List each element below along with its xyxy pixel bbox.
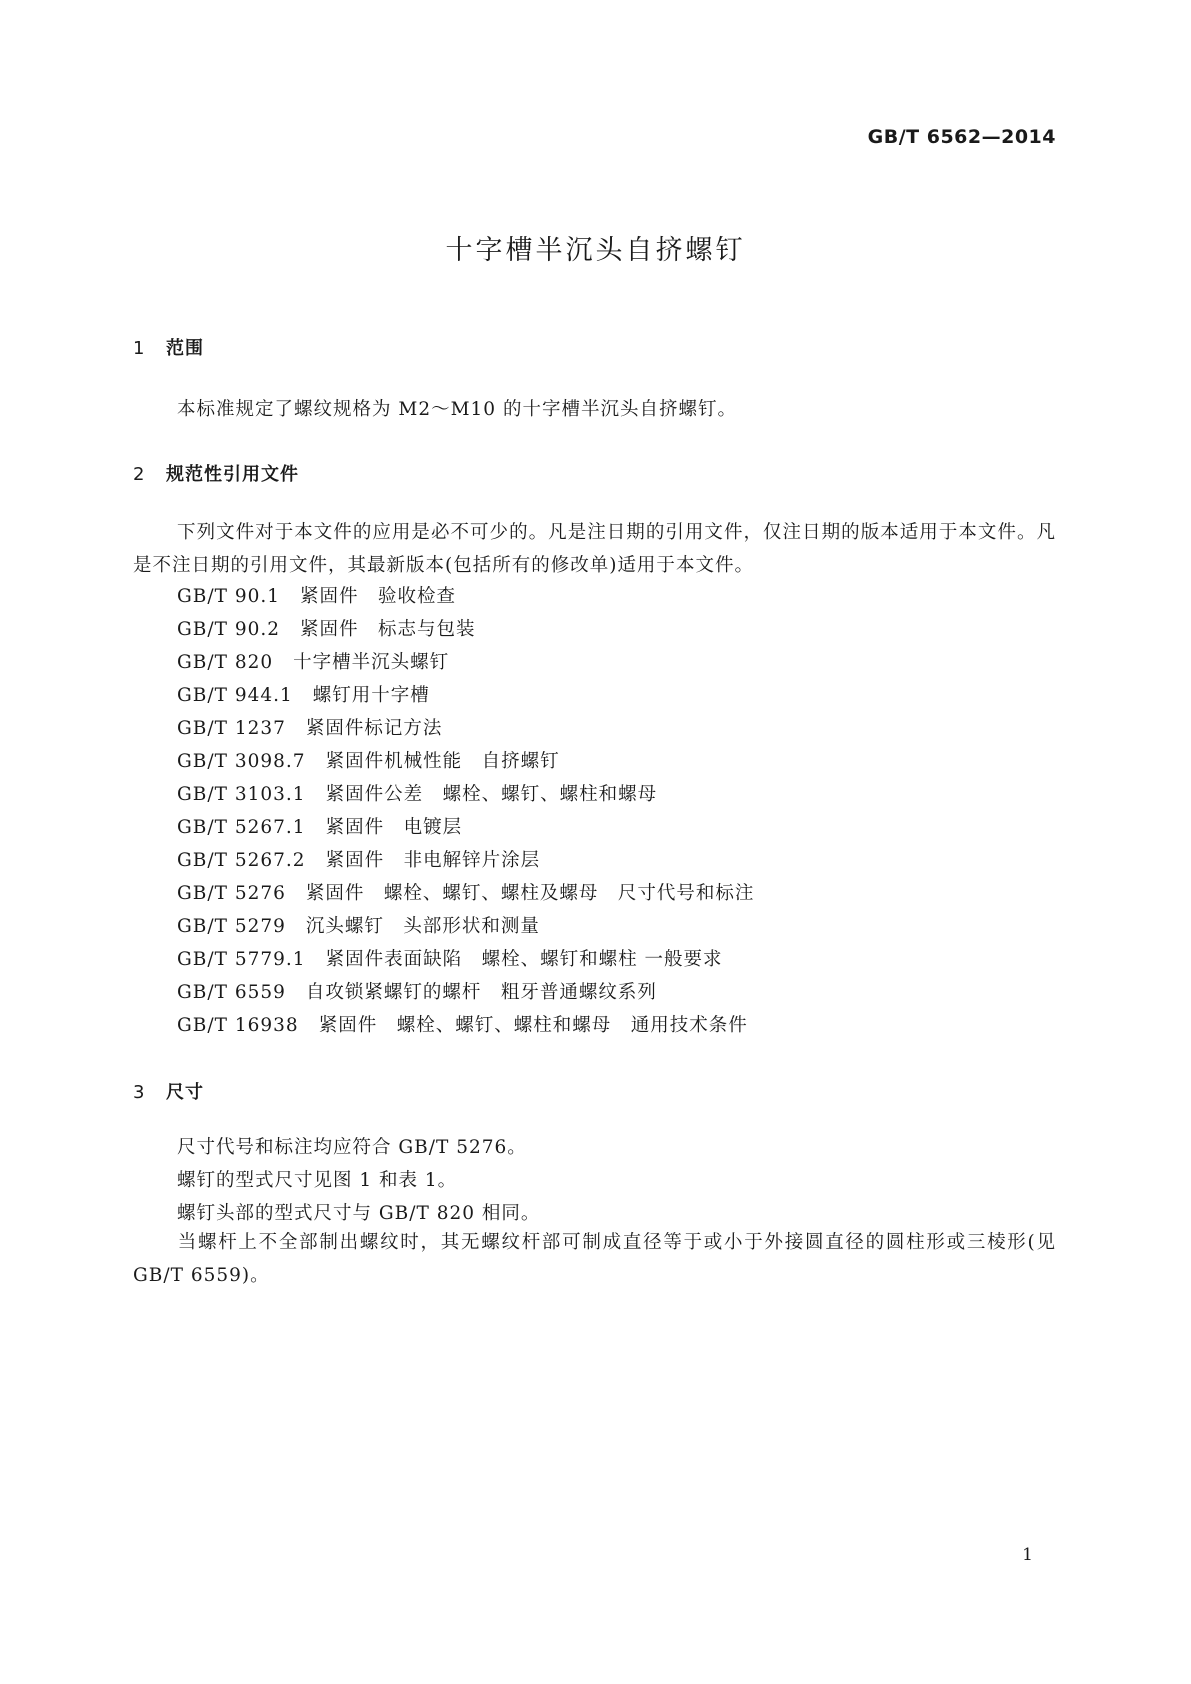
reference-title: 紧固件公差 螺栓、螺钉、螺柱和螺母 — [325, 784, 658, 805]
section-2-heading — [133, 460, 299, 486]
reference-code: GB/T 5279 — [177, 916, 286, 937]
reference-title: 紧固件表面缺陷 螺栓、螺钉和螺柱 一般要求 — [325, 949, 723, 970]
reference-code: GB/T 820 — [177, 652, 274, 673]
scope-paragraph — [133, 393, 1056, 426]
list-item — [177, 712, 754, 745]
normative-intro-text: 下列文件对于本文件的应用是必不可少的。凡是注日期的引用文件，仅注日期的版本适用于本文件。凡是不注日期的引用文件，其最新版本(包括所有的修改单)适用于本文件。 — [133, 522, 1056, 576]
standard-code: GB/T 6562—2014 — [867, 126, 1056, 148]
reference-code: GB/T 90.1 — [177, 586, 281, 607]
reference-code: GB/T 16938 — [177, 1015, 299, 1036]
section-title: 规范性引用文件 — [166, 464, 299, 485]
section-number: 2 — [133, 464, 146, 485]
document-title: 十字槽半沉头自挤螺钉 — [445, 235, 746, 266]
list-item — [177, 613, 754, 646]
section-title: 尺寸 — [166, 1082, 204, 1103]
list-item — [177, 844, 754, 877]
list-item — [177, 910, 754, 943]
reference-code: GB/T 944.1 — [177, 685, 293, 706]
reference-title: 紧固件 螺栓、螺钉、螺柱及螺母 尺寸代号和标注 — [305, 883, 755, 904]
reference-title: 紧固件 螺栓、螺钉、螺柱和螺母 通用技术条件 — [318, 1015, 748, 1036]
section-3-heading — [133, 1078, 204, 1104]
list-item — [177, 943, 754, 976]
list-item — [177, 679, 754, 712]
dimensions-paragraph-4 — [133, 1226, 1056, 1292]
reference-code: GB/T 5276 — [177, 883, 286, 904]
section-title: 范围 — [166, 338, 204, 359]
list-item — [177, 877, 754, 910]
scope-text: 本标准规定了螺纹规格为 M2～M10 的十字槽半沉头自挤螺钉。 — [177, 399, 737, 420]
dimensions-line-3: 螺钉头部的型式尺寸与 GB/T 820 相同。 — [177, 1203, 541, 1224]
dimensions-line-1: 尺寸代号和标注均应符合 GB/T 5276。 — [177, 1137, 527, 1158]
reference-title: 紧固件 标志与包装 — [300, 619, 476, 640]
reference-list — [177, 580, 754, 1042]
reference-title: 螺钉用十字槽 — [312, 685, 430, 706]
reference-title: 沉头螺钉 头部形状和测量 — [305, 916, 540, 937]
section-number: 3 — [133, 1082, 146, 1103]
reference-code: GB/T 5267.2 — [177, 850, 306, 871]
list-item — [177, 745, 754, 778]
reference-title: 自攻锁紧螺钉的螺杆 粗牙普通螺纹系列 — [305, 982, 657, 1003]
reference-code: GB/T 3103.1 — [177, 784, 306, 805]
section-1-heading — [133, 334, 204, 360]
reference-code: GB/T 90.2 — [177, 619, 281, 640]
list-item — [177, 778, 754, 811]
reference-code: GB/T 5779.1 — [177, 949, 306, 970]
list-item — [177, 580, 754, 613]
dimensions-line-4: 当螺杆上不全部制出螺纹时，其无螺纹杆部可制成直径等于或小于外接圆直径的圆柱形或三棱形(见 GB/T 6559)。 — [133, 1232, 1056, 1286]
list-item — [177, 1009, 754, 1042]
reference-title: 紧固件 验收检查 — [300, 586, 457, 607]
normative-intro-paragraph — [133, 516, 1056, 582]
reference-code: GB/T 1237 — [177, 718, 286, 739]
reference-title: 十字槽半沉头螺钉 — [293, 652, 450, 673]
section-number: 1 — [133, 338, 146, 359]
reference-code: GB/T 5267.1 — [177, 817, 306, 838]
reference-title: 紧固件 电镀层 — [325, 817, 463, 838]
reference-title: 紧固件 非电解锌片涂层 — [325, 850, 541, 871]
reference-code: GB/T 6559 — [177, 982, 286, 1003]
list-item — [177, 976, 754, 1009]
page-number: 1 — [1022, 1545, 1033, 1565]
reference-code: GB/T 3098.7 — [177, 751, 306, 772]
dimensions-line-2: 螺钉的型式尺寸见图 1 和表 1。 — [177, 1170, 458, 1191]
list-item — [177, 811, 754, 844]
list-item — [177, 646, 754, 679]
reference-title: 紧固件标记方法 — [305, 718, 443, 739]
reference-title: 紧固件机械性能 自挤螺钉 — [325, 751, 560, 772]
